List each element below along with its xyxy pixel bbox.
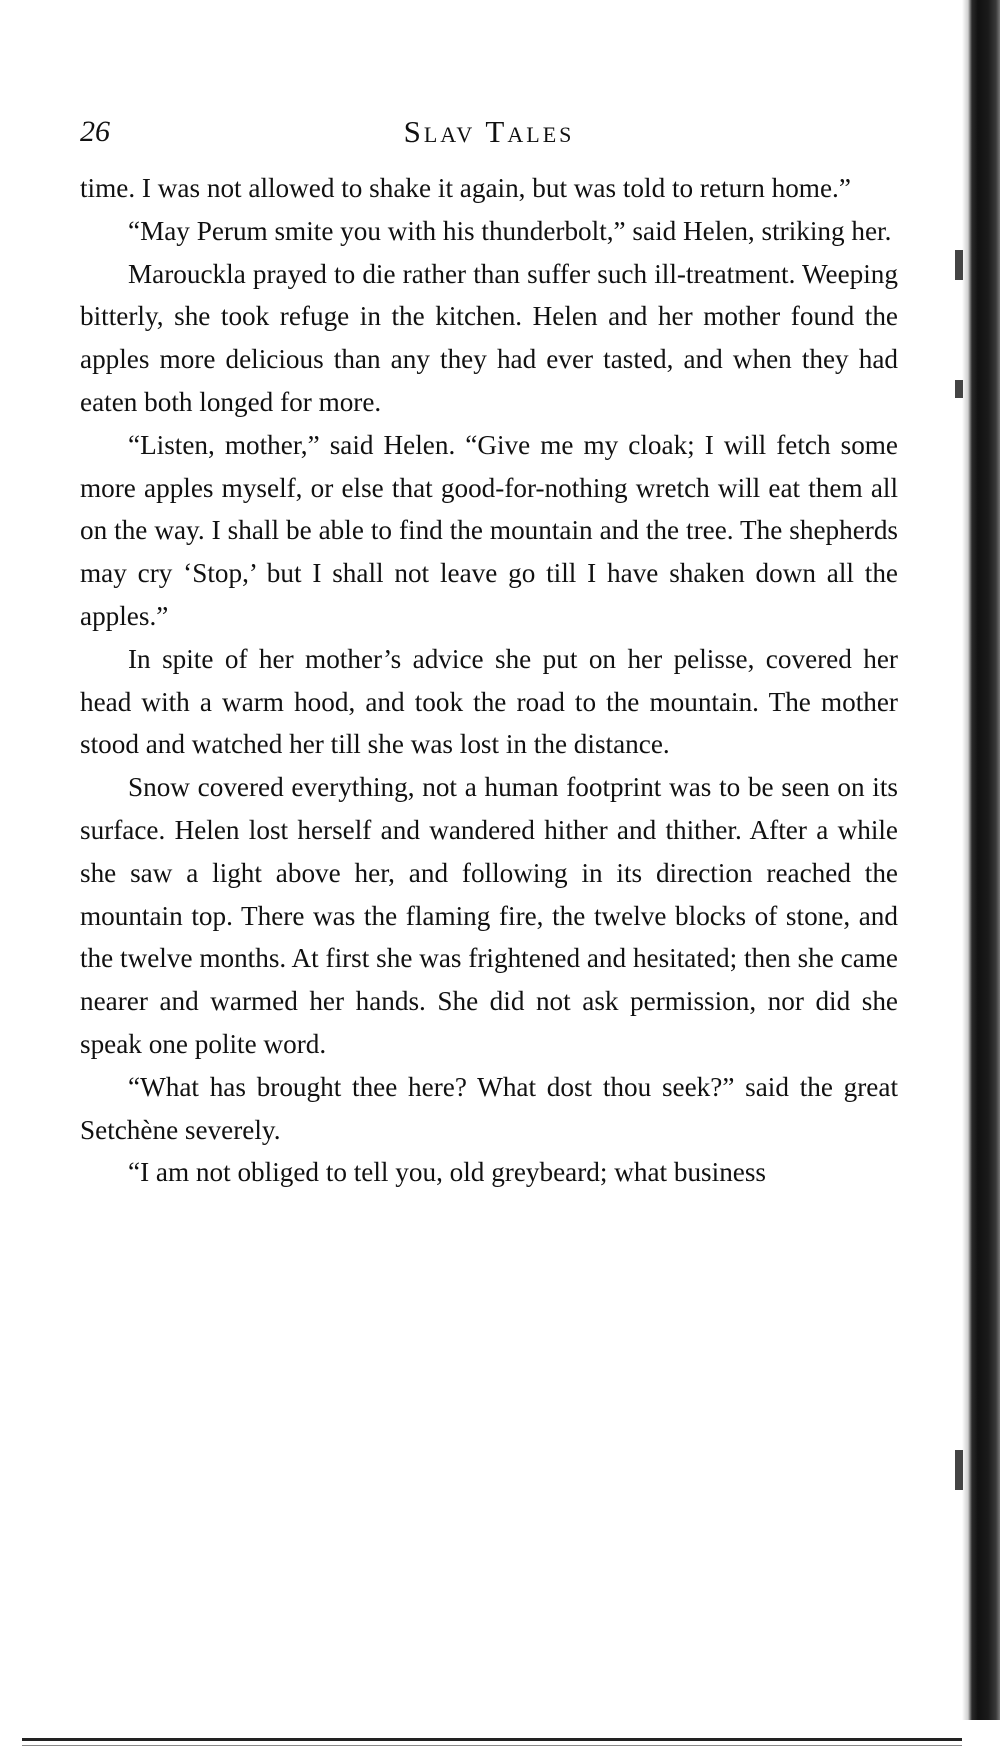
- paragraph: “What has brought thee here? What dost thou seek?” said the great Setchène severely.: [80, 1071, 898, 1145]
- paragraph: In spite of her mother’s advice she put on her pelisse, covered her head with a warm hood, and took the road to the mountain. The mother stood and watched her till she was lost in the distance.: [80, 643, 898, 760]
- paragraph: Marouckla prayed to die rather than suffer such ill-treatment. Weeping bitterly, she took refuge in the kitchen. Helen and her mother found the apples more delicious than any they had ever tasted, and when they had eaten both longed for more.: [80, 258, 898, 417]
- page-number: 26: [80, 115, 110, 148]
- page-bottom-edge-line: [22, 1745, 962, 1746]
- binding-shadow-mark: [955, 250, 963, 280]
- paragraph: “May Perum smite you with his thunderbolt,” said Helen, striking her.: [128, 215, 892, 246]
- binding-shadow-mark: [955, 380, 963, 398]
- body-text: [80, 167, 898, 1194]
- paragraph: Snow covered everything, not a human footprint was to be seen on its surface. Helen lost herself and wandered hither and thither. After a while she saw a light above her, and following in its direction reached the mountain top. There was the flaming fire, the twelve blocks of stone, and the twelve months. At first she was frightened and hesitated; then she came nearer and warmed her hands. She did not ask permission, nor did she speak one polite word.: [80, 772, 898, 1059]
- page-header: [80, 112, 898, 156]
- paragraph: “I am not obliged to tell you, old greybeard; what business: [128, 1157, 767, 1188]
- paragraph: “Listen, mother,” said Helen. “Give me my cloak; I will fetch some more apples myself, or else that good-for-nothing wretch will eat them all on the way. I shall be able to find the mountain and the tree. The shepherds may cry ‘Stop,’ but I shall not leave go till I have shaken down all the apples.”: [80, 429, 898, 631]
- binding-shadow-mark: [955, 1450, 963, 1490]
- running-title: Slav Tales: [403, 114, 575, 149]
- paragraph: time. I was not allowed to shake it again, but was told to return home.”: [80, 173, 851, 203]
- book-binding-edge: [962, 0, 1000, 1720]
- page-bottom-edge: [22, 1738, 962, 1741]
